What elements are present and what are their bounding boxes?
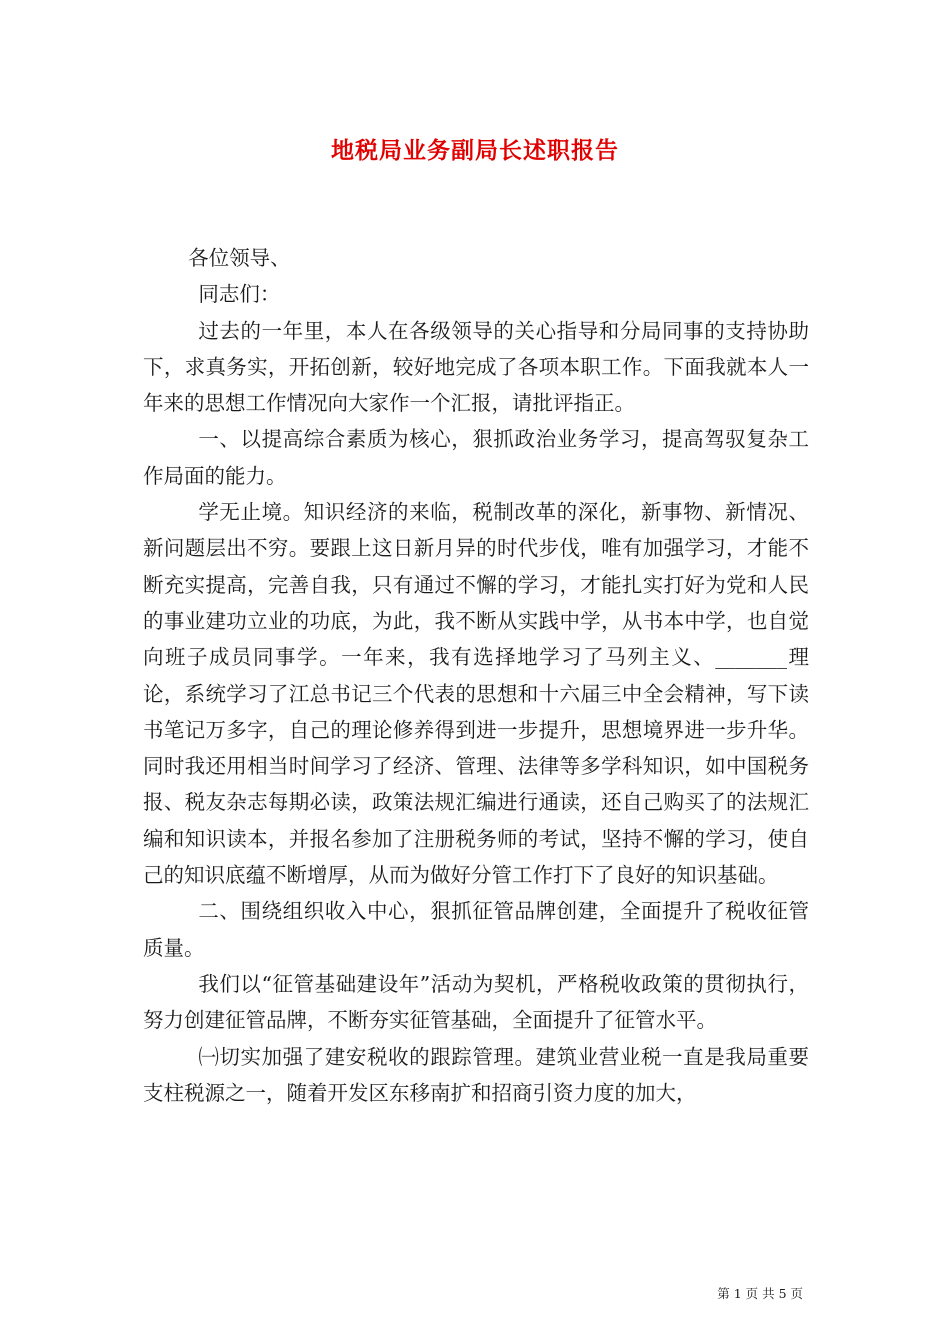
salutation-comrades: 同志们： <box>198 282 281 307</box>
section-heading-1: 一、以提高综合素质为核心，狠抓政治业务学习，提高驾驭复杂工作局面的能力。 <box>143 427 809 488</box>
section-heading-2: 二、围绕组织收入中心，狠抓征管品牌创建，全面提升了税收征管质量。 <box>143 899 809 960</box>
page-number: 第 1 页 共 5 页 <box>717 1286 803 1301</box>
paragraph-intro: 过去的一年里，本人在各级领导的关心指导和分局同事的支持协助下，求真务实，开拓创新，较好地完成了各项本职工作。下面我就本人一年来的思想工作情况向大家作一个汇报，请批评指正。 <box>143 318 809 416</box>
salutation-leaders: 各位领导、 <box>188 246 291 270</box>
document-body <box>143 240 809 1111</box>
paragraph-study: 学无止境。知识经济的来临，税制改革的深化，新事物、新情况、新问题层出不穷。要跟上这日新月异的时代步伐，唯有加强学习，才能不断充实提高，完善自我，只有通过不懈的学习，才能扎实打好为党和人民的事业建功立业的功底，为此，我不断从实践中学，从书本中学，也自觉向班子成员同事学。一年来，我有选择地学习了马列主义、_______理论，系统学习了江总书记三个代表的思想和十六届三中全会精神，写下读书笔记万多字，自己的理论修养得到进一步提升，思想境界进一步升华。同时我还用相当时间学习了经济、管理、法律等多学科知识，如中国税务报、税友杂志每期必读，政策法规汇编进行通读，还自己购买了的法规汇编和知识读本，并报名参加了注册税务师的考试，坚持不懈的学习，使自己的知识底蕴不断增厚，从而为做好分管工作打下了良好的知识基础。 <box>143 500 809 888</box>
paragraph-construction-tax: ㈠切实加强了建安税收的跟踪管理。建筑业营业税一直是我局重要支柱税源之一，随着开发区东移南扩和招商引资力度的加大， <box>143 1044 809 1105</box>
document-title: 地税局业务副局长述职报告 <box>331 137 619 164</box>
paragraph-collection: 我们以“征管基础建设年”活动为契机，严格税收政策的贯彻执行，努力创建征管品牌，不断夯实征管基础，全面提升了征管水平。 <box>143 971 809 1033</box>
